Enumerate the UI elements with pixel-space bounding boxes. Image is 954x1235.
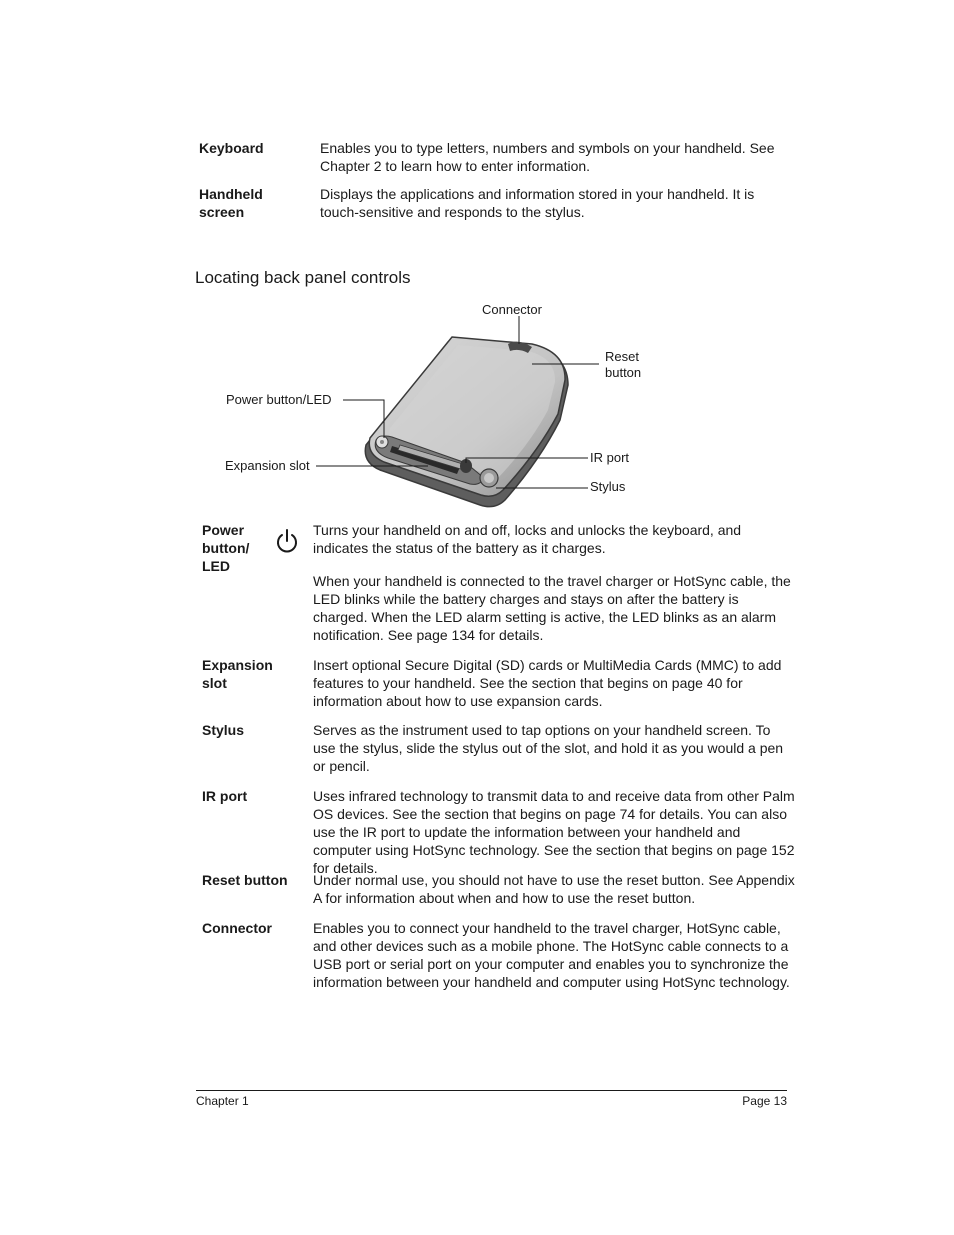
callout-ir: IR port — [590, 450, 630, 465]
term-line: Stylus — [202, 722, 245, 738]
paragraph: Enables you to connect your handheld to the travel charger, HotSync cable, and other devices such as a mobile phone. The HotSync cable connects to a USB port or serial port on your computer and enables you to synchronize the information between your handheld and computer using HotSync technology. — [313, 920, 790, 990]
paragraph: Insert optional Secure Digital (SD) cards or MultiMedia Cards (MMC) to add features to your handheld. See the section that begins on page 40 for information about how to use expansion cards. — [313, 657, 782, 709]
control-term-stylus — [202, 721, 302, 739]
definition-desc-handheld-screen: Displays the applications and information stored in your handheld. It is touch-sensitive and responds to the stylus. — [320, 186, 755, 220]
handheld-back-figure — [0, 295, 954, 510]
term-line: screen — [199, 204, 245, 220]
power-icon — [274, 528, 300, 556]
term-line: Power — [202, 522, 245, 538]
definition-desc-keyboard: Enables you to type letters, numbers and symbols on your handheld. See Chapter 2 to learn how to enter information. — [320, 140, 775, 174]
callout-expansion: Expansion slot — [225, 458, 310, 473]
callout-reset-line1: Reset — [605, 349, 639, 364]
term-line: LED — [202, 558, 230, 574]
footer-rule — [196, 1090, 787, 1091]
callout-power: Power button/LED — [226, 392, 332, 407]
control-desc-connector — [313, 919, 795, 991]
term-line: Reset button — [202, 872, 288, 888]
control-term-connector — [202, 919, 302, 937]
control-term-power — [202, 521, 272, 575]
footer-chapter: Chapter 1 — [196, 1094, 249, 1108]
control-desc-reset — [313, 871, 795, 907]
control-desc-power — [313, 521, 795, 644]
control-term-reset — [202, 871, 312, 889]
control-desc-expansion — [313, 656, 795, 710]
callout-connector: Connector — [482, 302, 542, 317]
paragraph: Turns your handheld on and off, locks and unlocks the keyboard, and indicates the status of the battery as it charges. — [313, 522, 742, 556]
paragraph: Under normal use, you should not have to use the reset button. See Appendix A for information about when and how to use the reset button. — [313, 872, 795, 906]
term-line: Expansion — [202, 657, 273, 673]
term-line: IR port — [202, 788, 248, 804]
term-line: slot — [202, 675, 227, 691]
control-term-expansion — [202, 656, 302, 692]
term-line: button/ — [202, 540, 250, 556]
callout-stylus: Stylus — [590, 479, 626, 494]
definition-term-keyboard: Keyboard — [199, 140, 264, 156]
section-heading: Locating back panel controls — [195, 268, 411, 287]
callout-reset-line2: button — [605, 365, 642, 380]
term-line: Handheld — [199, 186, 263, 202]
definition-term-handheld-screen — [199, 185, 309, 221]
term-line: Connector — [202, 920, 272, 936]
control-desc-stylus — [313, 721, 795, 775]
control-term-ir-port — [202, 787, 302, 805]
paragraph: Uses infrared technology to transmit data to and receive data from other Palm OS devices. See the section that begins on page 74 for details. You can also use the IR port to update the information between your handheld and computer using HotSync technology. See the section that begins on page 152 for details. — [313, 788, 795, 876]
paragraph: When your handheld is connected to the travel charger or HotSync cable, the LED blinks while the battery charges and stays on after the battery is charged. When the LED alarm setting is active, the LED blinks as an alarm notification. See page 134 for details. — [313, 573, 791, 643]
control-desc-ir-port — [313, 787, 797, 877]
paragraph: Serves as the instrument used to tap options on your handheld screen. To use the stylus, slide the stylus out of the slot, and hold it as you would a pen or pencil. — [313, 722, 784, 774]
footer-page-number: Page 13 — [742, 1094, 787, 1108]
